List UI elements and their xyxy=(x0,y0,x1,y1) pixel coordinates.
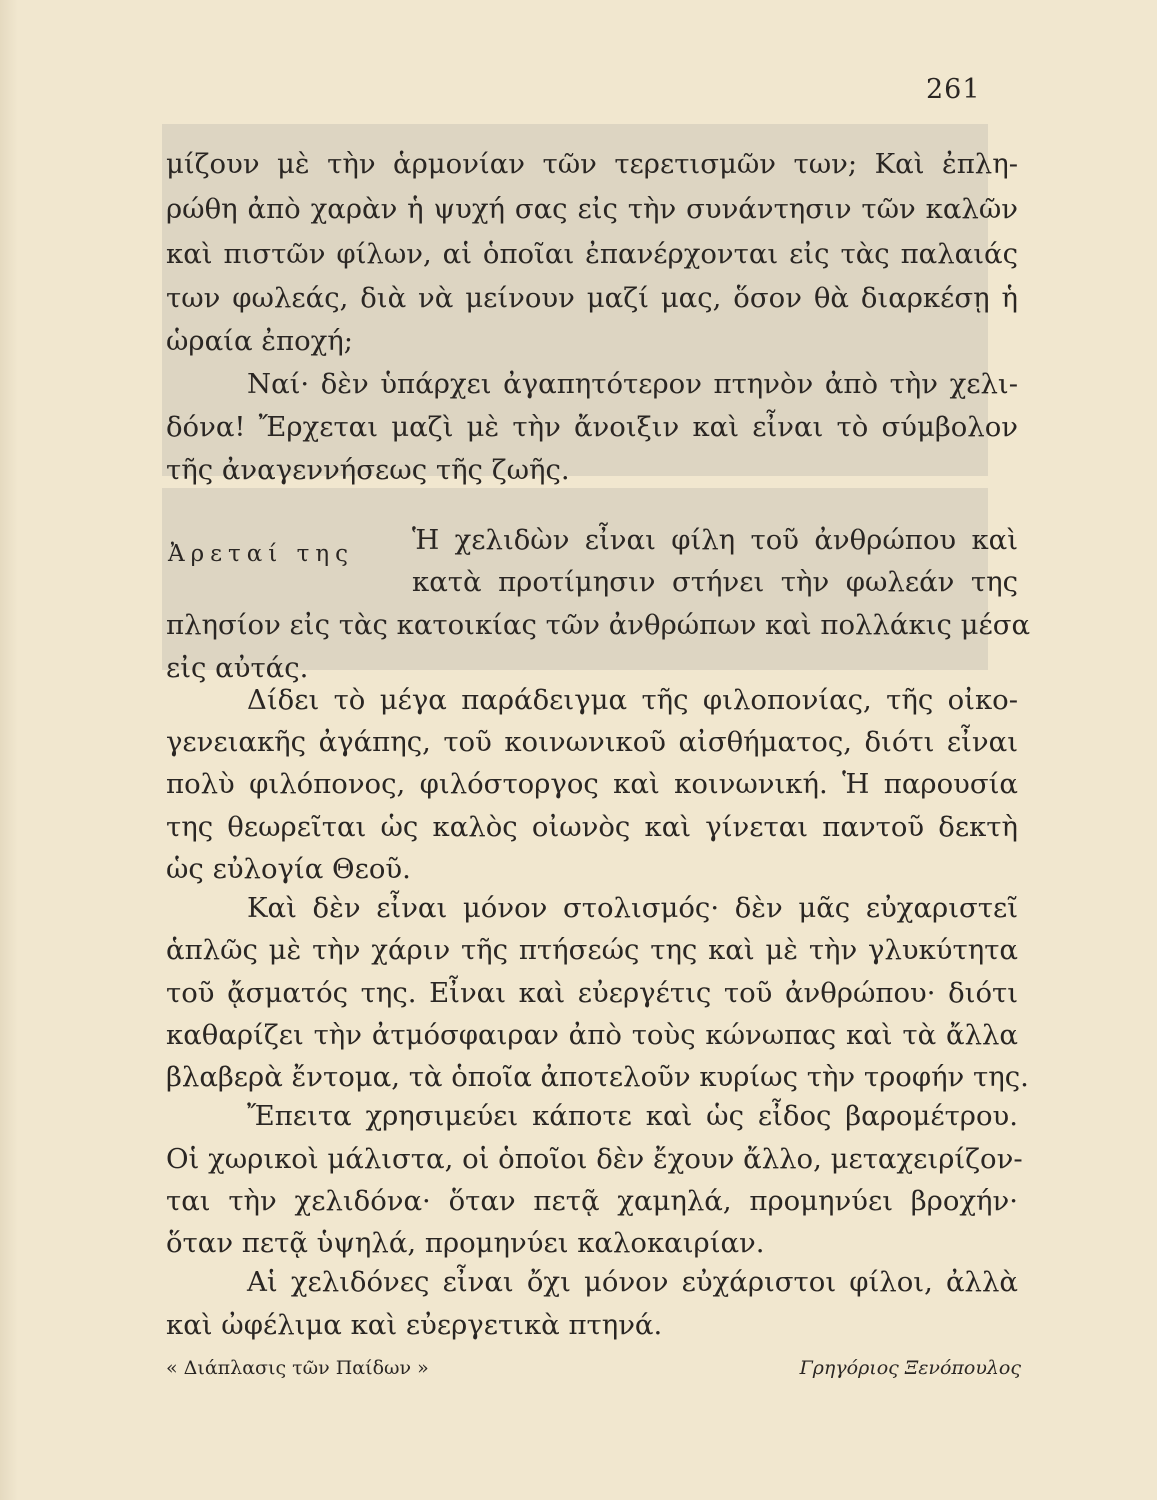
text-line: τοῦ ᾄσματός της. Εἶναι καὶ εὐεργέτις τοῦ ἀνθρώπου· διότι xyxy=(166,977,1018,1009)
section-side-heading: Ἀρεταί της xyxy=(168,541,355,567)
text-line: εἰς αὐτάς. xyxy=(166,652,309,684)
text-line: ἁπλῶς μὲ τὴν χάριν τῆς πτήσεώς της καὶ μὲ τὴν γλυκύτητα xyxy=(166,934,1018,966)
text-line: της θεωρεῖται ὡς καλὸς οἰωνὸς καὶ γίνεται παντοῦ δεκτὴ xyxy=(166,811,1018,843)
text-line: καθαρίζει τὴν ἀτμόσφαιραν ἀπὸ τοὺς κώνωπας καὶ τὰ ἄλλα xyxy=(166,1019,1018,1051)
text-line: ρώθη ἀπὸ χαρὰν ἡ ψυχή σας εἰς τὴν συνάντησιν τῶν καλῶν xyxy=(166,193,1018,225)
text-line: πολὺ φιλόπονος, φιλόστοργος καὶ κοινωνική. Ἡ παρουσία xyxy=(166,768,1018,800)
text-line: Ἡ χελιδὼν εἶναι φίλη τοῦ ἀνθρώπου καὶ xyxy=(412,524,1018,556)
text-line: ὡς εὐλογία Θεοῦ. xyxy=(166,853,411,885)
text-line: Ἔπειτα χρησιμεύει κάποτε καὶ ὡς εἶδος βαρομέτρου. xyxy=(247,1100,1018,1132)
source-citation: « Διάπλασις τῶν Παίδων » xyxy=(166,1357,429,1379)
text-line: βλαβερὰ ἔντομα, τὰ ὁποῖα ἀποτελοῦν κυρίως τὴν τροφήν της. xyxy=(166,1061,1029,1093)
text-line: Οἱ χωρικοὶ μάλιστα, οἱ ὁποῖοι δὲν ἔχουν ἄλλο, μεταχειρίζον- xyxy=(166,1143,1023,1175)
text-line: γενειακῆς ἀγάπης, τοῦ κοινωνικοῦ αἰσθήματος, διότι εἶναι xyxy=(166,726,1018,758)
text-line: καὶ ὠφέλιμα καὶ εὐεργετικὰ πτηνά. xyxy=(166,1309,663,1341)
author-name: Γρηγόριος Ξενόπουλος xyxy=(799,1357,1021,1379)
text-line: δόνα! Ἔρχεται μαζὶ μὲ τὴν ἄνοιξιν καὶ εἶναι τὸ σύμβολον xyxy=(166,411,1018,443)
text-line: Δίδει τὸ μέγα παράδειγμα τῆς φιλοπονίας, τῆς οἰκο- xyxy=(247,684,1018,716)
text-line: Αἱ χελιδόνες εἶναι ὄχι μόνον εὐχάριστοι φίλοι, ἀλλὰ xyxy=(247,1266,1018,1298)
text-line: κατὰ προτίμησιν στήνει τὴν φωλεάν της xyxy=(412,566,1018,598)
text-line: τῆς ἀναγεννήσεως τῆς ζωῆς. xyxy=(166,454,570,486)
page-number: 261 xyxy=(926,74,981,105)
text-line: των φωλεάς, διὰ νὰ μείνουν μαζί μας, ὅσον θὰ διαρκέσῃ ἡ xyxy=(166,282,1018,314)
text-line: ται τὴν χελιδόνα· ὅταν πετᾷ χαμηλά, προμηνύει βροχήν· xyxy=(166,1185,1018,1217)
text-line: μίζουν μὲ τὴν ἁρμονίαν τῶν τερετισμῶν των; Καὶ ἐπλη- xyxy=(166,148,1018,180)
text-line: ὡραία ἐποχή; xyxy=(166,325,354,357)
text-line: Καὶ δὲν εἶναι μόνον στολισμός· δὲν μᾶς εὐχαριστεῖ xyxy=(247,892,1018,924)
text-line: καὶ πιστῶν φίλων, αἱ ὁποῖαι ἐπανέρχονται εἰς τὰς παλαιάς xyxy=(166,238,1018,270)
text-line: Ναί· δὲν ὑπάρχει ἀγαπητότερον πτηνὸν ἀπὸ τὴν χελι- xyxy=(247,368,1018,400)
text-line: ὅταν πετᾷ ὑψηλά, προμηνύει καλοκαιρίαν. xyxy=(166,1227,765,1259)
text-line: πλησίον εἰς τὰς κατοικίας τῶν ἀνθρώπων καὶ πολλάκις μέσα xyxy=(166,609,1031,641)
